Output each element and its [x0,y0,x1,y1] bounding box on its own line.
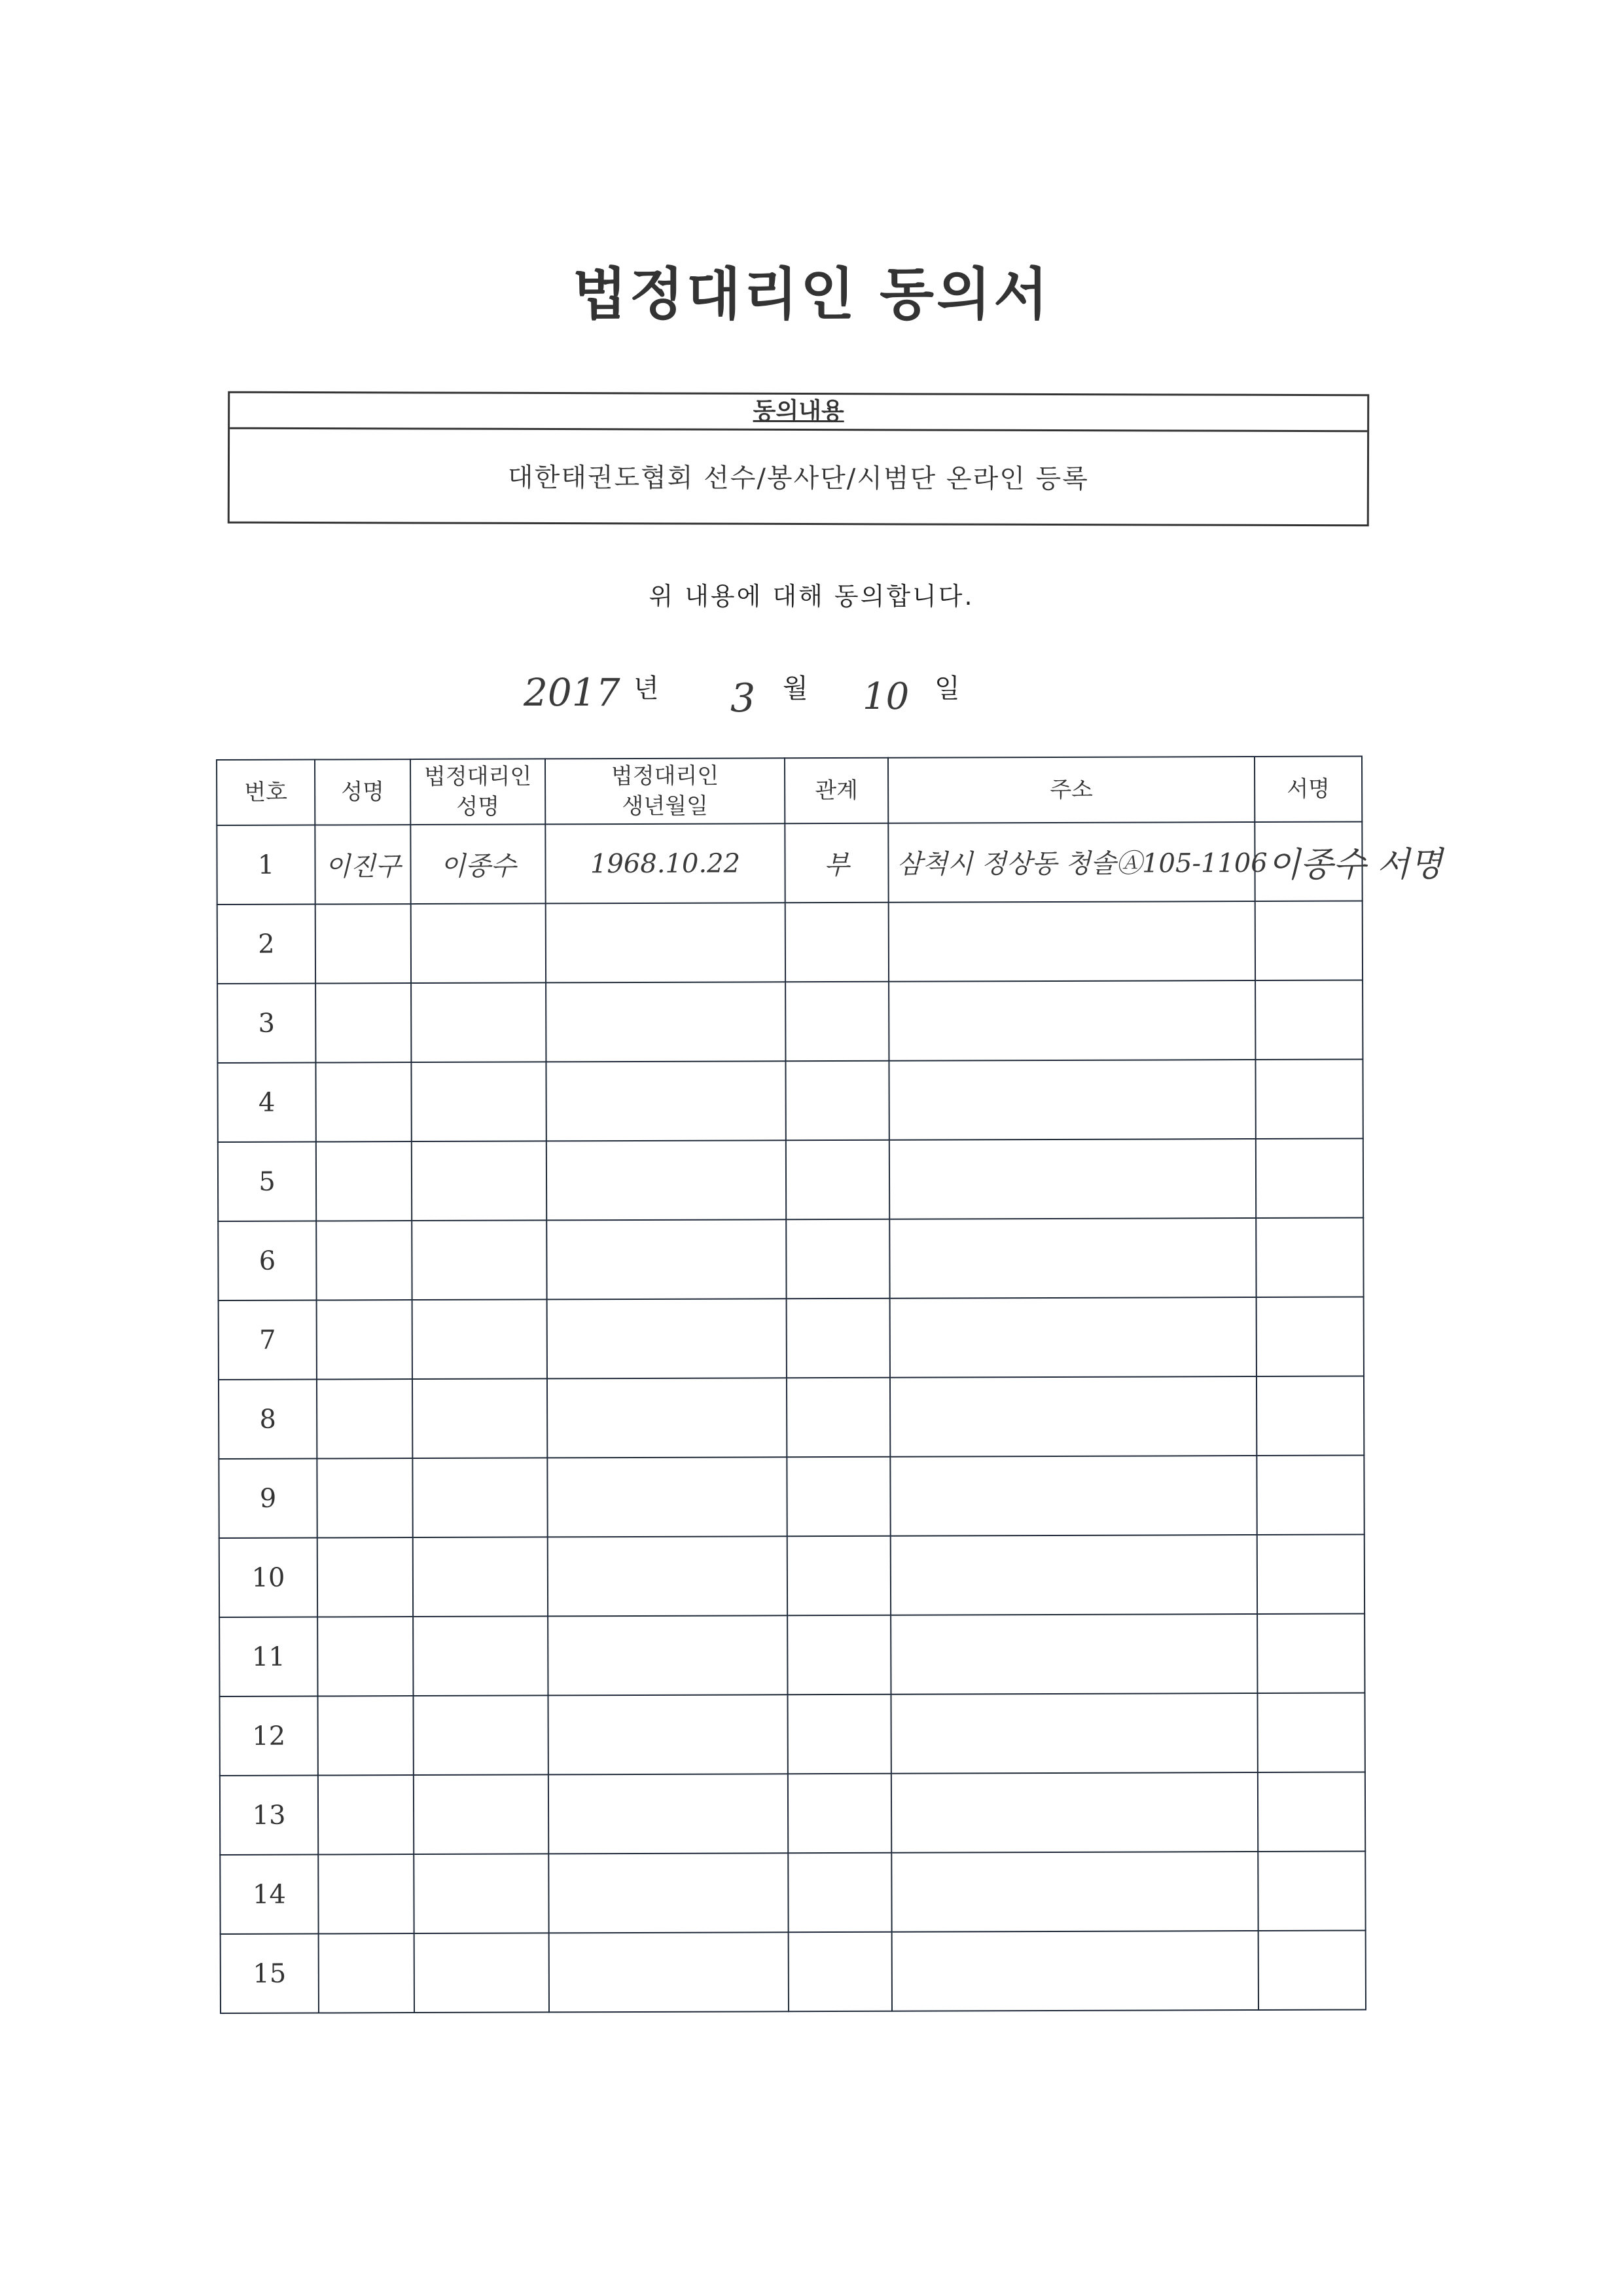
row-name [315,983,411,1062]
row-address [891,1693,1257,1774]
row-guardian-birth [549,1932,789,2012]
row-number: 9 [219,1459,317,1538]
row-number: 2 [217,905,315,984]
row-signature [1255,901,1363,980]
consent-table-wrapper [216,756,1443,2019]
row-guardian-name: 이종수 [410,824,545,904]
row-signature [1256,1138,1363,1218]
header-guardian-name-line2: 성명 [456,793,500,820]
row-guardian-name [411,903,546,983]
row-address [888,822,1268,903]
date-day-handwritten: 10 [863,675,910,718]
header-guardian-birth-line2: 생년월일 [622,793,708,820]
row-address [891,1535,1257,1615]
row-guardian-birth [546,903,785,982]
header-no: 번호 [217,760,315,825]
row-number: 4 [217,1063,315,1142]
row-guardian-name [412,1141,546,1221]
row-signature [1258,1851,1365,1931]
row-guardian-name [413,1537,548,1617]
row-relation [789,1932,892,2011]
row-guardian-birth [548,1853,788,1933]
row-signature-text: 이종수 서명 [1267,845,1443,885]
row-guardian-birth [548,1615,787,1695]
row-relation [785,982,889,1061]
table-row [219,1613,1364,1696]
row-guardian-name [414,1774,548,1854]
table-body [217,821,1443,2013]
header-guardian-birth-line1: 법정대리인 [611,762,719,790]
row-relation [787,1457,890,1536]
row-name [319,1933,414,2013]
row-guardian-birth: 1968.10.22 [545,823,785,903]
row-guardian-name [412,1458,547,1537]
consent-content-box [228,391,1370,527]
row-number: 6 [218,1221,316,1300]
table-row [220,1851,1365,1933]
consent-content-header [230,393,1367,433]
row-guardian-birth [548,1774,788,1854]
row-name [317,1379,412,1458]
row-relation [785,1061,889,1140]
header-relation: 관계 [785,758,888,823]
row-name [317,1458,412,1537]
row-relation [788,1853,891,1932]
row-relation [788,1774,891,1853]
header-guardian-name [410,759,545,825]
row-relation [787,1615,891,1695]
table-row [217,980,1363,1062]
table-header-row [217,756,1362,825]
row-guardian-birth [547,1299,787,1378]
row-guardian-name [414,1854,548,1933]
row-relation [787,1695,891,1774]
agreement-statement: 위 내용에 대해 동의합니다. [649,582,974,611]
date-year-handwritten: 2017 [524,670,620,715]
row-address [889,1139,1256,1219]
row-address [889,1060,1255,1140]
row-number: 3 [217,984,315,1063]
row-relation [787,1378,890,1457]
row-signature [1258,1930,1366,2010]
header-signature: 서명 [1255,756,1362,822]
row-name [317,1537,413,1617]
row-guardian-birth [546,1219,786,1299]
row-number: 8 [219,1380,317,1459]
row-relation [785,903,889,982]
row-name [318,1775,414,1854]
table-row [217,1059,1363,1141]
row-address [890,1376,1257,1457]
row-guardian-birth [546,982,785,1062]
row-address [891,1614,1257,1695]
row-guardian-birth [546,1061,785,1141]
row-address [889,901,1255,982]
row-guardian-birth [548,1695,787,1774]
header-address: 주소 [888,757,1255,823]
row-address [892,1931,1258,2011]
row-name [315,904,411,983]
row-guardian-name [411,1062,546,1141]
date-year-label: 년 [633,673,659,704]
row-guardian-birth [548,1536,787,1616]
row-relation [787,1299,890,1378]
header-guardian-birth [545,758,785,824]
row-guardian-name [412,1220,546,1300]
row-number: 10 [219,1538,317,1617]
table-row [220,1772,1365,1854]
consent-content-body: 대한태권도협회 선수/봉사단/시범단 온라인 등록 [507,462,1089,495]
row-guardian-name [411,982,546,1062]
row-guardian-name [412,1299,547,1379]
table-row [218,1217,1363,1300]
row-guardian-name [413,1695,548,1775]
row-number: 11 [219,1617,317,1696]
row-address [890,1297,1257,1378]
consent-content-header-label: 동의내용 [753,397,844,425]
row-signature [1255,821,1443,901]
row-guardian-birth [546,1140,786,1220]
table-row [221,1930,1366,2013]
row-signature [1255,980,1363,1060]
row-address [890,1456,1257,1536]
table-row [219,1455,1364,1537]
row-signature [1257,1376,1364,1456]
table-row [219,1297,1364,1379]
row-signature [1255,1059,1363,1139]
date-month-handwritten: 3 [730,675,756,721]
row-address [889,1218,1256,1299]
row-name [316,1141,412,1221]
row-number: 7 [219,1300,317,1380]
date-day-label: 일 [935,673,960,704]
row-signature [1258,1772,1365,1852]
table-row [217,901,1363,983]
consent-table [216,755,1443,2013]
row-signature [1257,1693,1364,1772]
row-name [318,1854,414,1933]
row-name [317,1617,413,1696]
row-address [891,1772,1258,1853]
row-name [317,1696,413,1775]
row-signature [1257,1613,1364,1693]
date-month-label: 월 [783,673,808,704]
table-row [219,1693,1364,1775]
date-row [0,661,1623,720]
row-number: 15 [221,1934,319,2013]
row-guardian-birth [547,1378,787,1458]
row-guardian-name [413,1616,548,1696]
row-number: 14 [220,1855,318,1934]
row-relation [786,1219,889,1299]
row-guardian-birth [547,1457,787,1537]
row-guardian-name [412,1378,547,1458]
table-row [218,1138,1363,1221]
row-relation [787,1536,891,1615]
row-name [316,1221,412,1300]
row-signature [1256,1217,1363,1297]
table-row [219,1534,1364,1617]
row-address [889,980,1255,1061]
row-address-text: 삼척시 정상동 청솔Ⓐ105-1106 [897,848,1268,880]
row-relation [786,1140,889,1219]
row-name [315,1062,411,1141]
row-name: 이진구 [315,825,410,904]
table-row [217,821,1362,904]
header-guardian-name-line1: 법정대리인 [423,763,532,791]
row-relation: 부 [785,823,888,903]
row-name [317,1300,412,1379]
row-number: 13 [220,1776,318,1855]
row-signature [1257,1297,1364,1376]
table-row [219,1376,1364,1458]
row-signature [1257,1534,1364,1614]
row-address [891,1852,1258,1932]
document-title: 법정대리인 동의서 [572,262,1051,327]
row-number: 1 [217,825,315,905]
header-name: 성명 [315,759,410,825]
row-signature [1257,1455,1364,1535]
row-guardian-name [414,1933,549,2013]
row-number: 12 [219,1696,317,1776]
row-number: 5 [218,1142,316,1221]
